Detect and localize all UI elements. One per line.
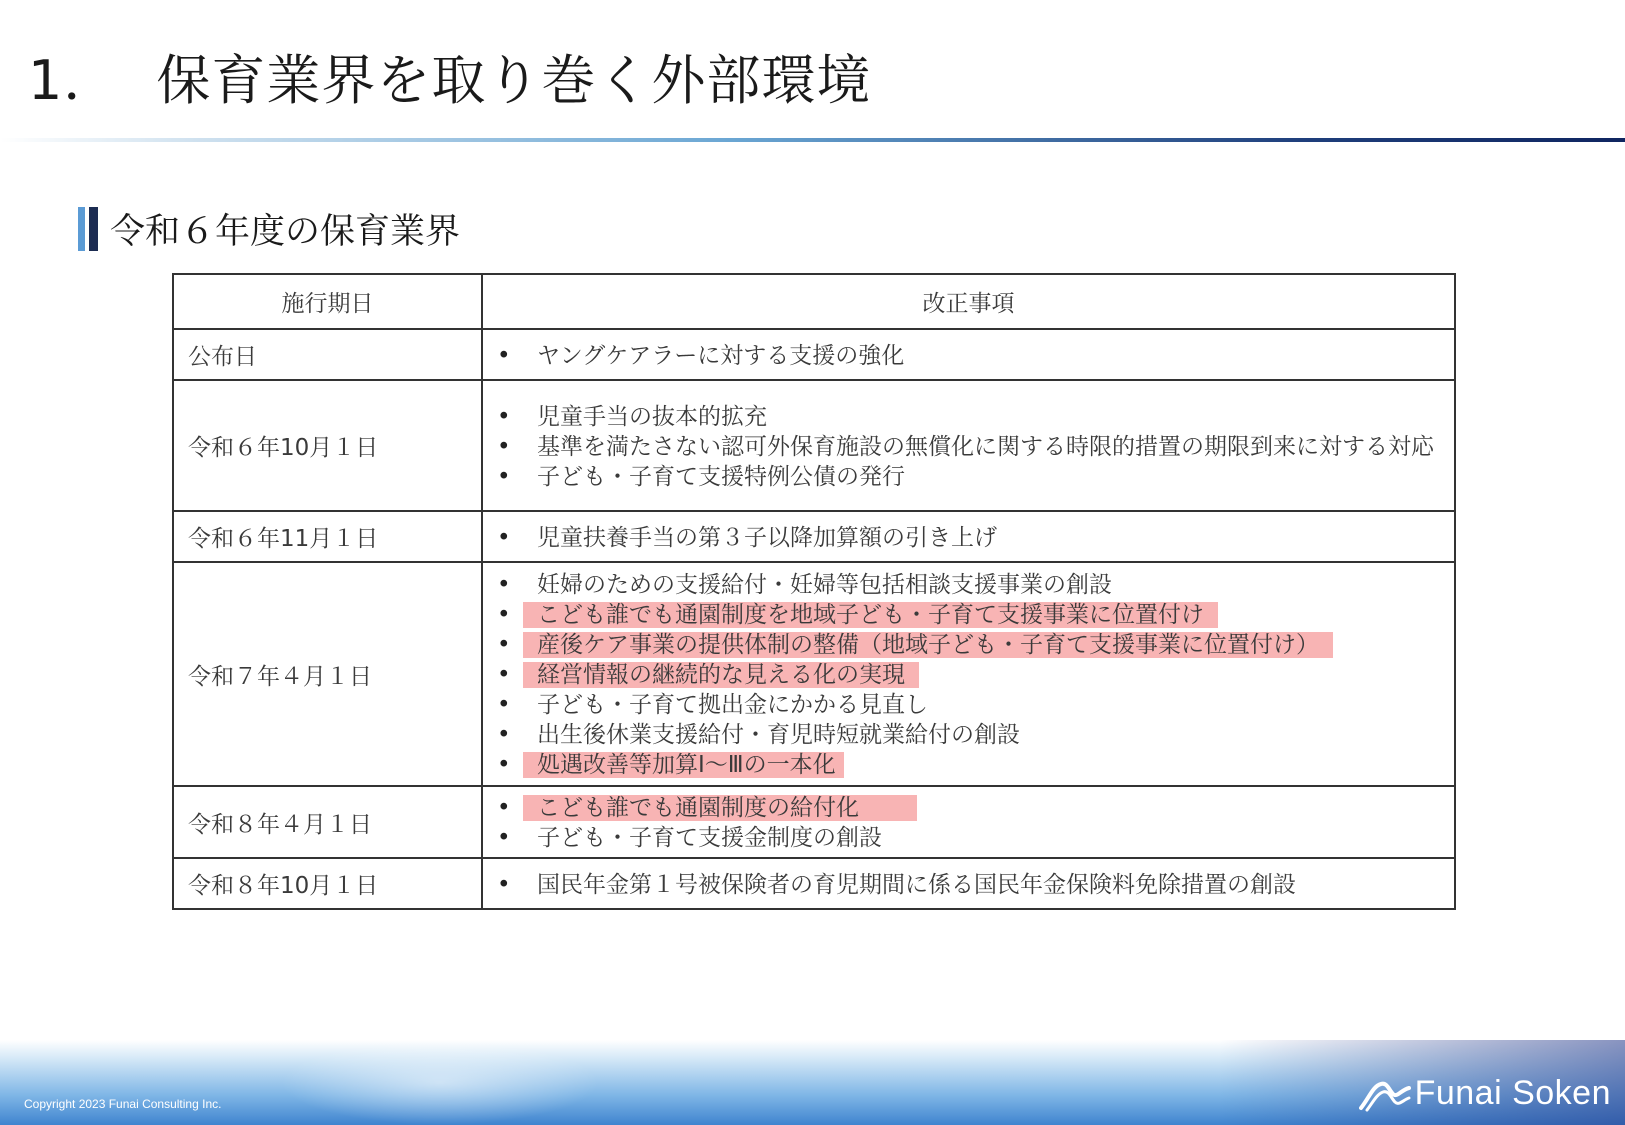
row-items (482, 380, 1455, 511)
list-item-highlighted: • こども誰でも通園制度を地域子ども・子育て支援事業に位置付け (497, 600, 1434, 630)
copyright-text: Copyright 2023 Funai Consulting Inc. (24, 1097, 222, 1111)
list-item: • 子ども・子育て支援金制度の創設 (497, 823, 1434, 853)
list-item: • 子ども・子育て拠出金にかかる見直し (497, 690, 1434, 720)
table-row (173, 380, 1455, 511)
row-date: 令和６年11月１日 (173, 511, 482, 562)
slide-title-text: 保育業界を取り巻く外部環境 (156, 49, 872, 112)
row-date: 令和８年10月１日 (173, 858, 482, 909)
row-items (482, 329, 1455, 380)
table-header-row (173, 274, 1455, 329)
header-effective-date: 施行期日 (173, 274, 482, 329)
funai-wave-logo-icon (1359, 1076, 1411, 1112)
section-heading (78, 206, 460, 252)
list-item: • 児童手当の抜本的拡充 (497, 402, 1434, 432)
revision-table (172, 273, 1456, 910)
list-item: • 基準を満たさない認可外保育施設の無償化に関する時限的措置の期限到来に対する対応 (497, 432, 1434, 462)
list-item: • 国民年金第１号被保険者の育児期間に係る国民年金保険料免除措置の創設 (497, 870, 1434, 900)
row-date: 令和８年４月１日 (173, 786, 482, 858)
row-date: 令和７年４月１日 (173, 562, 482, 786)
list-item-highlighted: • こども誰でも通園制度の給付化 (497, 793, 1434, 823)
row-date: 令和６年10月１日 (173, 380, 482, 511)
list-item: • 出生後休業支援給付・育児時短就業給付の創設 (497, 720, 1434, 750)
footer-band (0, 1040, 1625, 1125)
list-item-highlighted: • 産後ケア事業の提供体制の整備（地域子ども・子育て支援事業に位置付け） (497, 630, 1434, 660)
list-item: • 子ども・子育て支援特例公債の発行 (497, 462, 1434, 492)
slide-title (28, 38, 871, 115)
header-revision-items: 改正事項 (482, 274, 1455, 329)
brand-logo (1359, 1074, 1611, 1113)
list-item-highlighted: • 処遇改善等加算Ⅰ～Ⅲの一本化 (497, 750, 1434, 780)
list-item: • 妊婦のための支援給付・妊婦等包括相談支援事業の創設 (497, 570, 1434, 600)
table-row (173, 562, 1455, 786)
list-item: • 児童扶養手当の第３子以降加算額の引き上げ (497, 523, 1434, 553)
table-row (173, 786, 1455, 858)
row-items (482, 511, 1455, 562)
row-items (482, 562, 1455, 786)
row-items (482, 786, 1455, 858)
table-row (173, 329, 1455, 380)
table-row (173, 858, 1455, 909)
list-item: • ヤングケアラーに対する支援の強化 (497, 341, 1434, 371)
list-item-highlighted: • 経営情報の継続的な見える化の実現 (497, 660, 1434, 690)
table-row (173, 511, 1455, 562)
brand-name: Funai Soken (1414, 1074, 1611, 1112)
row-date: 公布日 (173, 329, 482, 380)
title-divider (0, 138, 1625, 142)
section-heading-label: 令和６年度の保育業界 (110, 212, 461, 252)
section-accent-bar-dark (89, 207, 98, 251)
footer-glow (280, 1040, 600, 1125)
slide-title-number: 1． (28, 49, 119, 112)
section-accent-bar-light (78, 207, 85, 251)
row-items (482, 858, 1455, 909)
